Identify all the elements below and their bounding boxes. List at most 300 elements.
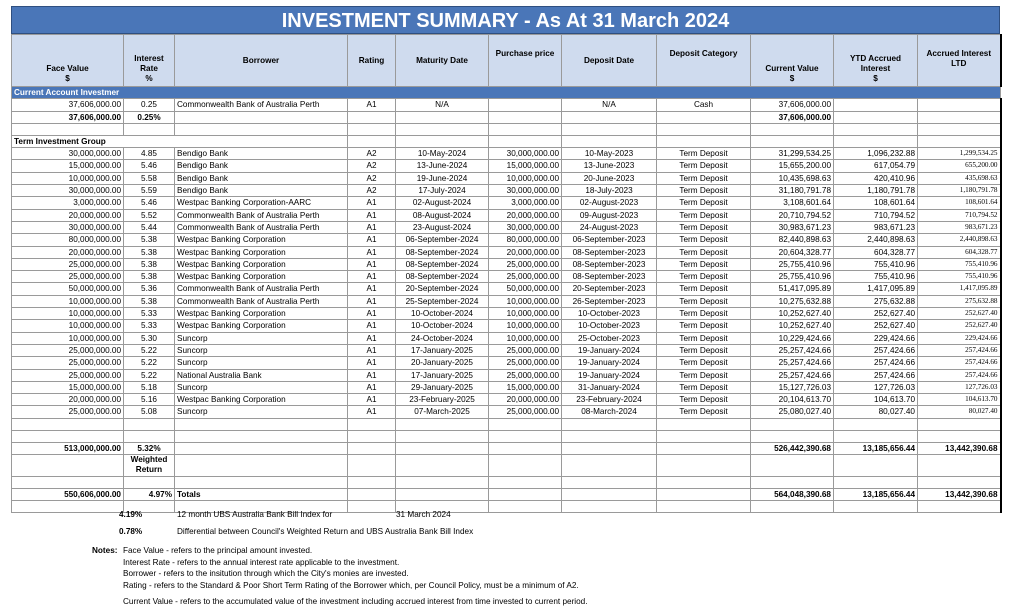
cell-category: Cash	[657, 99, 751, 111]
section-label: Current Account Investmer	[12, 87, 1001, 99]
cell-ltd: 710,794.52	[918, 209, 1001, 221]
spacer-row	[12, 501, 1001, 513]
cell-rate: 0.25%	[124, 111, 175, 123]
cell-ytd: 983,671.23	[834, 221, 918, 233]
table-row	[12, 234, 1001, 246]
cell-rating: A1	[348, 197, 396, 209]
cell-current-value: 10,252,627.40	[751, 320, 834, 332]
index-rate: 4.19%	[119, 510, 143, 519]
cell-purchase: 30,000,000.00	[489, 185, 562, 197]
cell-borrower: Suncorp	[175, 332, 348, 344]
cell-purchase: 25,000,000.00	[489, 258, 562, 270]
cell-rating: A1	[348, 344, 396, 356]
cell-face-value: 30,000,000.00	[12, 221, 124, 233]
cell-category: Term Deposit	[657, 357, 751, 369]
cell-face-value: 10,000,000.00	[12, 332, 124, 344]
cell-empty	[562, 455, 657, 477]
cell-borrower: Westpac Banking Corporation	[175, 320, 348, 332]
cell-face-value: 25,000,000.00	[12, 344, 124, 356]
table-row	[12, 295, 1001, 307]
cell-borrower: Westpac Banking Corporation-AARC	[175, 197, 348, 209]
note-line: Rating - refers to the Standard & Poor Short Term Rating of the Borrower which, per Council Policy, must be a minimum of A2.	[123, 580, 579, 590]
cell-category: Term Deposit	[657, 344, 751, 356]
index-text: 12 month UBS Australia Bank Bill Index for	[177, 510, 333, 519]
cell-empty	[396, 442, 489, 454]
cell-face-value: 25,000,000.00	[12, 369, 124, 381]
cell-category: Term Deposit	[657, 160, 751, 172]
section-term-investment	[12, 135, 1001, 147]
cell-face-value: 25,000,000.00	[12, 271, 124, 283]
cell-rating: A1	[348, 369, 396, 381]
cell-borrower: Suncorp	[175, 406, 348, 418]
col-interest-rate: Interest Rate %	[124, 35, 175, 87]
cell-maturity: 10-October-2024	[396, 320, 489, 332]
cell-face-value: 550,606,000.00	[12, 489, 124, 501]
cell-face-value: 10,000,000.00	[12, 172, 124, 184]
cell-face-value: 3,000,000.00	[12, 197, 124, 209]
cell-borrower: Bendigo Bank	[175, 172, 348, 184]
cell-borrower: Bendigo Bank	[175, 160, 348, 172]
cell-ytd: 2,440,898.63	[834, 234, 918, 246]
cell-purchase: 80,000,000.00	[489, 234, 562, 246]
cell-ltd: 755,410.96	[918, 258, 1001, 270]
cell-maturity: 10-May-2024	[396, 148, 489, 160]
cell-maturity: 20-September-2024	[396, 283, 489, 295]
table-row	[12, 258, 1001, 270]
cell-ytd: 617,054.79	[834, 160, 918, 172]
table-row	[12, 209, 1001, 221]
cell-purchase: 30,000,000.00	[489, 221, 562, 233]
cell-face-value: 513,000,000.00	[12, 442, 124, 454]
cell-ytd	[834, 99, 918, 111]
cell-rate: 5.59	[124, 185, 175, 197]
cell-deposit-date: 08-September-2023	[562, 246, 657, 258]
cell-deposit-date: 20-June-2023	[562, 172, 657, 184]
table-row	[12, 271, 1001, 283]
totals-label: Totals	[175, 489, 348, 501]
cell-rate: 5.22	[124, 357, 175, 369]
table-row	[12, 221, 1001, 233]
cell-ltd: 80,027.40	[918, 406, 1001, 418]
cell-maturity: 24-October-2024	[396, 332, 489, 344]
cell-face-value: 37,606,000.00	[12, 99, 124, 111]
cell-current-value: 25,755,410.96	[751, 271, 834, 283]
differential-rate: 0.78%	[119, 527, 143, 536]
cell-rate: 0.25	[124, 99, 175, 111]
table-row	[12, 283, 1001, 295]
cell-maturity: 17-January-2025	[396, 344, 489, 356]
cell-ytd: 229,424.66	[834, 332, 918, 344]
cell-purchase	[489, 99, 562, 111]
table-row	[12, 369, 1001, 381]
cell-ltd: 252,627.40	[918, 308, 1001, 320]
cell-ltd: 983,671.23	[918, 221, 1001, 233]
cell-face-value: 30,000,000.00	[12, 148, 124, 160]
section-current-account	[12, 87, 1001, 99]
cell-ltd: 604,328.77	[918, 246, 1001, 258]
cell-current-value: 30,983,671.23	[751, 221, 834, 233]
cell-purchase: 25,000,000.00	[489, 271, 562, 283]
cell-ytd: 252,627.40	[834, 320, 918, 332]
cell-deposit-date: 10-May-2023	[562, 148, 657, 160]
cell-rating: A1	[348, 258, 396, 270]
cell-purchase: 10,000,000.00	[489, 320, 562, 332]
differential-text: Differential between Council's Weighted Return and UBS Australia Bank Bill Index	[177, 527, 474, 536]
cell-ltd: 257,424.66	[918, 357, 1001, 369]
cell-category: Term Deposit	[657, 148, 751, 160]
cell-purchase: 20,000,000.00	[489, 209, 562, 221]
cell-ltd: 755,410.96	[918, 271, 1001, 283]
cell-purchase: 25,000,000.00	[489, 344, 562, 356]
note-line: Current Value - refers to the accumulated value of the investment including accrued interest from time invested to current period.	[123, 597, 588, 607]
cell-maturity: 25-September-2024	[396, 295, 489, 307]
cell-deposit-date: 13-June-2023	[562, 160, 657, 172]
cell-category: Term Deposit	[657, 332, 751, 344]
cell-ytd: 257,424.66	[834, 369, 918, 381]
cell-current-value: 10,229,424.66	[751, 332, 834, 344]
cell-empty	[657, 442, 751, 454]
cell-deposit-date: 25-October-2023	[562, 332, 657, 344]
cell-ytd: 755,410.96	[834, 258, 918, 270]
cell-rate: 5.22	[124, 369, 175, 381]
cell-maturity: 13-June-2024	[396, 160, 489, 172]
cell-current-value: 31,299,534.25	[751, 148, 834, 160]
cell-face-value: 20,000,000.00	[12, 209, 124, 221]
cell-current-value: 25,257,424.66	[751, 344, 834, 356]
cell-rate: 4.85	[124, 148, 175, 160]
col-rating: Rating	[348, 35, 396, 87]
cell-ytd: 252,627.40	[834, 308, 918, 320]
cell-ltd: 127,726.03	[918, 381, 1001, 393]
investment-table	[11, 34, 1002, 513]
cell-empty	[489, 455, 562, 477]
cell-empty	[12, 455, 124, 477]
cell-current-value: 25,257,424.66	[751, 369, 834, 381]
cell-ltd: 257,424.66	[918, 369, 1001, 381]
cell-ytd: 755,410.96	[834, 271, 918, 283]
cell-borrower: Commonwealth Bank of Australia Perth	[175, 295, 348, 307]
cell-borrower: Commonwealth Bank of Australia Perth	[175, 99, 348, 111]
table-row	[12, 406, 1001, 418]
col-current-value: Current Value $	[751, 35, 834, 87]
cell-ytd: 1,180,791.78	[834, 185, 918, 197]
table-row	[12, 320, 1001, 332]
cell-borrower: Westpac Banking Corporation	[175, 394, 348, 406]
cell-current-value: 20,710,794.52	[751, 209, 834, 221]
cell-category: Term Deposit	[657, 308, 751, 320]
cell-maturity: N/A	[396, 99, 489, 111]
cell-borrower: Suncorp	[175, 344, 348, 356]
cell-rate: 5.30	[124, 332, 175, 344]
cell-face-value: 15,000,000.00	[12, 160, 124, 172]
cell-category: Term Deposit	[657, 258, 751, 270]
cell-rating: A1	[348, 320, 396, 332]
cell-rate: 5.36	[124, 283, 175, 295]
cell-current-value: 20,604,328.77	[751, 246, 834, 258]
cell-maturity: 23-February-2025	[396, 394, 489, 406]
cell-rate: 5.38	[124, 271, 175, 283]
cell-face-value: 80,000,000.00	[12, 234, 124, 246]
subtotal-row	[12, 111, 1001, 123]
cell-face-value: 25,000,000.00	[12, 258, 124, 270]
cell-ltd	[918, 99, 1001, 111]
cell-rate: 5.52	[124, 209, 175, 221]
cell-purchase: 15,000,000.00	[489, 381, 562, 393]
cell-face-value: 20,000,000.00	[12, 394, 124, 406]
cell-rate: 5.38	[124, 246, 175, 258]
table-row	[12, 148, 1001, 160]
cell-ytd: 710,794.52	[834, 209, 918, 221]
cell-face-value: 37,606,000.00	[12, 111, 124, 123]
cell-empty	[489, 442, 562, 454]
cell-borrower: Westpac Banking Corporation	[175, 308, 348, 320]
cell-ytd: 420,410.96	[834, 172, 918, 184]
cell-category: Term Deposit	[657, 369, 751, 381]
cell-category: Term Deposit	[657, 197, 751, 209]
cell-maturity: 29-January-2025	[396, 381, 489, 393]
cell-ltd: 2,440,898.63	[918, 234, 1001, 246]
table-row	[12, 394, 1001, 406]
cell-ytd: 257,424.66	[834, 344, 918, 356]
cell-category: Term Deposit	[657, 172, 751, 184]
cell-maturity: 06-September-2024	[396, 234, 489, 246]
note-line: Borrower - refers to the insitution through which the City's monies are invested.	[123, 569, 409, 579]
col-deposit-category: Deposit Category	[657, 35, 751, 87]
cell-ltd: 435,698.63	[918, 172, 1001, 184]
cell-purchase: 30,000,000.00	[489, 148, 562, 160]
weighted-return-row	[12, 455, 1001, 477]
cell-deposit-date: 19-January-2024	[562, 369, 657, 381]
cell-ltd: 1,180,791.78	[918, 185, 1001, 197]
cell-deposit-date: 18-July-2023	[562, 185, 657, 197]
cell-current-value: 37,606,000.00	[751, 111, 834, 123]
cell-borrower: Commonwealth Bank of Australia Perth	[175, 209, 348, 221]
cell-rate: 5.44	[124, 221, 175, 233]
cell-purchase: 15,000,000.00	[489, 160, 562, 172]
cell-ytd: 604,328.77	[834, 246, 918, 258]
cell-rating: A2	[348, 148, 396, 160]
cell-purchase: 3,000,000.00	[489, 197, 562, 209]
cell-category: Term Deposit	[657, 283, 751, 295]
cell-empty	[396, 489, 489, 501]
cell-current-value: 10,275,632.88	[751, 295, 834, 307]
cell-category: Term Deposit	[657, 295, 751, 307]
cell-rate: 5.46	[124, 160, 175, 172]
cell-purchase: 25,000,000.00	[489, 406, 562, 418]
cell-ltd: 108,601.64	[918, 197, 1001, 209]
cell-empty	[348, 442, 396, 454]
cell-category: Term Deposit	[657, 320, 751, 332]
cell-ytd: 104,613.70	[834, 394, 918, 406]
cell-borrower: Westpac Banking Corporation	[175, 271, 348, 283]
cell-maturity: 20-January-2025	[396, 357, 489, 369]
cell-ytd: 275,632.88	[834, 295, 918, 307]
table-row	[12, 172, 1001, 184]
section-label: Term Investment Group	[12, 135, 348, 147]
cell-ltd: 275,632.88	[918, 295, 1001, 307]
spacer-row	[12, 123, 1001, 135]
cell-current-value: 37,606,000.00	[751, 99, 834, 111]
note-line: Face Value - refers to the principal amount invested.	[123, 546, 313, 555]
cell-rating: A2	[348, 172, 396, 184]
col-maturity-date: Maturity Date	[396, 35, 489, 87]
table-row	[12, 308, 1001, 320]
cell-ltd: 1,417,095.89	[918, 283, 1001, 295]
cell-rate: 5.38	[124, 258, 175, 270]
spacer-row	[12, 430, 1001, 442]
cell-face-value: 25,000,000.00	[12, 406, 124, 418]
table-row	[12, 185, 1001, 197]
cell-current-value: 20,104,613.70	[751, 394, 834, 406]
cell-borrower: Suncorp	[175, 357, 348, 369]
cell-face-value: 10,000,000.00	[12, 295, 124, 307]
cell-rating: A1	[348, 234, 396, 246]
cell-purchase: 10,000,000.00	[489, 308, 562, 320]
cell-rate: 5.32%	[124, 442, 175, 454]
cell-current-value: 10,252,627.40	[751, 308, 834, 320]
cell-empty	[175, 442, 348, 454]
spacer-row	[12, 477, 1001, 489]
cell-deposit-date: N/A	[562, 99, 657, 111]
cell-borrower: National Australia Bank	[175, 369, 348, 381]
cell-empty	[489, 489, 562, 501]
cell-empty	[348, 489, 396, 501]
cell-ytd: 127,726.03	[834, 381, 918, 393]
cell-face-value: 15,000,000.00	[12, 381, 124, 393]
cell-borrower: Bendigo Bank	[175, 148, 348, 160]
cell-borrower: Westpac Banking Corporation	[175, 246, 348, 258]
cell-maturity: 23-August-2024	[396, 221, 489, 233]
cell-empty	[657, 455, 751, 477]
cell-rate: 5.58	[124, 172, 175, 184]
table-row	[12, 197, 1001, 209]
cell-borrower: Westpac Banking Corporation	[175, 234, 348, 246]
cell-rating: A1	[348, 357, 396, 369]
cell-purchase: 20,000,000.00	[489, 394, 562, 406]
cell-deposit-date: 19-January-2024	[562, 357, 657, 369]
cell-rating: A2	[348, 185, 396, 197]
cell-rating: A1	[348, 381, 396, 393]
cell-maturity: 02-August-2024	[396, 197, 489, 209]
note-line: Interest Rate - refers to the annual interest rate applicable to the investment.	[123, 557, 400, 567]
cell-deposit-date: 20-September-2023	[562, 283, 657, 295]
cell-face-value: 50,000,000.00	[12, 283, 124, 295]
cell-category: Term Deposit	[657, 406, 751, 418]
cell-empty	[562, 489, 657, 501]
table-row	[12, 332, 1001, 344]
cell-rating: A1	[348, 394, 396, 406]
cell-face-value: 25,000,000.00	[12, 357, 124, 369]
cell-purchase: 10,000,000.00	[489, 332, 562, 344]
col-ytd-accrued: YTD Accrued Interest $	[834, 35, 918, 87]
cell-category: Term Deposit	[657, 394, 751, 406]
cell-purchase: 25,000,000.00	[489, 369, 562, 381]
table-row	[12, 381, 1001, 393]
cell-borrower: Bendigo Bank	[175, 185, 348, 197]
cell-rating: A1	[348, 271, 396, 283]
cell-ytd: 1,417,095.89	[834, 283, 918, 295]
cell-rate: 5.38	[124, 295, 175, 307]
cell-purchase: 10,000,000.00	[489, 172, 562, 184]
cell-ytd: 1,096,232.88	[834, 148, 918, 160]
cell-ltd: 13,442,390.68	[918, 442, 1001, 454]
cell-current-value: 31,180,791.78	[751, 185, 834, 197]
col-accrued-ltd: Accrued Interest LTD	[918, 35, 1001, 87]
cell-rate: 5.33	[124, 308, 175, 320]
col-face-value: Face Value $	[12, 35, 124, 87]
cell-category: Term Deposit	[657, 185, 751, 197]
header-row	[12, 35, 1001, 87]
cell-rate: 5.18	[124, 381, 175, 393]
cell-rate: 5.33	[124, 320, 175, 332]
cell-ltd: 1,299,534.25	[918, 148, 1001, 160]
cell-rating: A1	[348, 209, 396, 221]
cell-ytd: 80,027.40	[834, 406, 918, 418]
cell-category: Term Deposit	[657, 209, 751, 221]
cell-current-value: 25,257,424.66	[751, 357, 834, 369]
cell-deposit-date: 09-August-2023	[562, 209, 657, 221]
cell-deposit-date: 26-September-2023	[562, 295, 657, 307]
cell-empty	[657, 489, 751, 501]
cell-face-value: 20,000,000.00	[12, 246, 124, 258]
cell-current-value: 51,417,095.89	[751, 283, 834, 295]
cell-deposit-date: 02-August-2023	[562, 197, 657, 209]
cell-maturity: 10-October-2024	[396, 308, 489, 320]
cell-current-value: 564,048,390.68	[751, 489, 834, 501]
cell-empty	[918, 455, 1001, 477]
cell-current-value: 82,440,898.63	[751, 234, 834, 246]
cell-ytd: 108,601.64	[834, 197, 918, 209]
cell-purchase: 20,000,000.00	[489, 246, 562, 258]
cell-rate: 5.08	[124, 406, 175, 418]
weighted-return-label: Weighted Return	[124, 455, 175, 477]
cell-category: Term Deposit	[657, 271, 751, 283]
cell-category: Term Deposit	[657, 246, 751, 258]
page-title: INVESTMENT SUMMARY - As At 31 March 2024	[11, 6, 1000, 34]
cell-rate: 5.46	[124, 197, 175, 209]
cell-rating: A1	[348, 295, 396, 307]
table-row	[12, 357, 1001, 369]
cell-empty	[175, 455, 348, 477]
cell-ytd: 13,185,656.44	[834, 489, 918, 501]
cell-face-value: 10,000,000.00	[12, 308, 124, 320]
cell-maturity: 17-January-2025	[396, 369, 489, 381]
cell-maturity: 08-September-2024	[396, 271, 489, 283]
cell-rate: 5.16	[124, 394, 175, 406]
cell-deposit-date: 08-September-2023	[562, 258, 657, 270]
cell-maturity: 07-March-2025	[396, 406, 489, 418]
cell-maturity: 17-July-2024	[396, 185, 489, 197]
cell-face-value: 30,000,000.00	[12, 185, 124, 197]
table-row	[12, 246, 1001, 258]
cell-deposit-date: 23-February-2024	[562, 394, 657, 406]
cell-borrower: Commonwealth Bank of Australia Perth	[175, 283, 348, 295]
cell-borrower: Commonwealth Bank of Australia Perth	[175, 221, 348, 233]
cell-deposit-date: 10-October-2023	[562, 308, 657, 320]
cell-rating: A1	[348, 221, 396, 233]
cell-current-value: 15,655,200.00	[751, 160, 834, 172]
cell-maturity: 08-September-2024	[396, 258, 489, 270]
cell-rate: 5.22	[124, 344, 175, 356]
cell-category: Term Deposit	[657, 381, 751, 393]
cell-current-value: 25,080,027.40	[751, 406, 834, 418]
cell-ltd: 104,613.70	[918, 394, 1001, 406]
cell-rating: A1	[348, 406, 396, 418]
cell-current-value: 15,127,726.03	[751, 381, 834, 393]
col-deposit-date: Deposit Date	[562, 35, 657, 87]
cell-empty	[562, 442, 657, 454]
cell-rating: A1	[348, 308, 396, 320]
